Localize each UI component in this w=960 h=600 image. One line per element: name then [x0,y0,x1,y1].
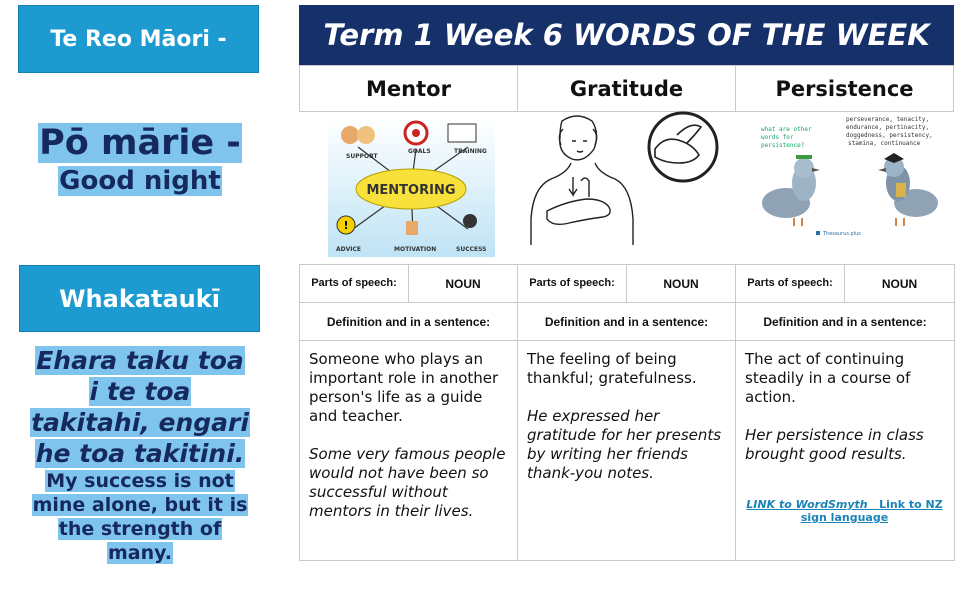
mentoring-label-motivation: MOTIVATION [394,246,437,253]
gratitude-pos-value: NOUN [627,265,736,303]
nz-sign-language-link[interactable]: Link to NZ sign language [800,498,943,524]
word-images-row [299,111,954,262]
phrase-maori: Pō mārie - [39,123,241,163]
mentoring-label-training: TRAINING [454,148,487,155]
persistence-links [745,498,944,524]
definition-row [300,341,955,561]
persistence-example: Her persistence in class brought good results. [745,426,924,463]
gratitude-pos-label: Parts of speech: [518,265,627,303]
thesaurus-answer: perseverance, tenacity, endurance, pertinacity, doggedness, persistency, stamina, continuance [846,116,933,147]
page-title-banner [299,5,954,65]
phrase-block [20,122,260,198]
mentor-pos-label: Parts of speech: [300,265,409,303]
word-persistence: Persistence [736,66,954,112]
wordsmyth-link[interactable]: LINK to WordSmyth [746,498,868,511]
gratitude-example: He expressed her gratitude for her presents by writing her friends thank-you notes. [527,407,722,482]
persistence-thesaurus-image [746,113,951,245]
persistence-pos-value: NOUN [845,265,955,303]
proverb-maori: Ehara taku toa i te toa takitahi, engari he toa takitini. [31,346,249,468]
gratitude-definition-cell [518,341,736,561]
mentoring-diagram-image [328,117,495,257]
persistence-definition: The act of continuing steadily in a course of action. [745,350,911,406]
te-reo-maori-heading [18,5,259,73]
definition-heading-row [300,303,955,341]
word-gratitude: Gratitude [518,66,736,112]
word-mentor: Mentor [300,66,518,112]
whakatauki-title: Whakataukī [59,284,220,313]
mentor-definition-cell [300,341,518,561]
page-title: Term 1 Week 6 WORDS OF THE WEEK [323,18,930,52]
mentoring-label-advice: ADVICE [336,246,362,253]
svg-text:!: ! [343,219,349,232]
whakatauki-heading [19,265,260,332]
words-header-table [299,65,954,112]
parts-of-speech-row [300,265,955,303]
te-reo-maori-title: Te Reo Māori - [50,26,227,52]
persistence-definition-cell [736,341,955,561]
thesaurus-question: what are other words for persistence? [761,126,812,149]
mentor-pos-value: NOUN [409,265,518,303]
mentoring-label-success: SUCCESS [456,246,487,253]
thesaurus-credit: Thesaurus.plus [823,231,861,237]
mentor-example: Some very famous people would not have been so successful without mentors in their lives. [309,445,506,520]
phrase-english: Good night [59,166,221,196]
mentoring-center-label: MENTORING [366,183,456,198]
mentoring-label-support: SUPPORT [346,153,378,160]
mentor-definition: Someone who plays an important role in another person's life as a guide and teacher. [309,350,499,425]
word-details-table [299,264,955,561]
gratitude-definition: The feeling of being thankful; gratefulness. [527,350,697,387]
persistence-pos-label: Parts of speech: [736,265,845,303]
gratitude-definition-heading: Definition and in a sentence: [518,303,736,341]
proverb-english: My success is not mine alone, but it is the strength of many. [32,470,248,564]
mentoring-label-goals: GOALS [408,148,431,155]
gratitude-sign-image [527,111,727,245]
proverb-block [28,345,252,565]
mentor-definition-heading: Definition and in a sentence: [300,303,518,341]
persistence-definition-heading: Definition and in a sentence: [736,303,955,341]
